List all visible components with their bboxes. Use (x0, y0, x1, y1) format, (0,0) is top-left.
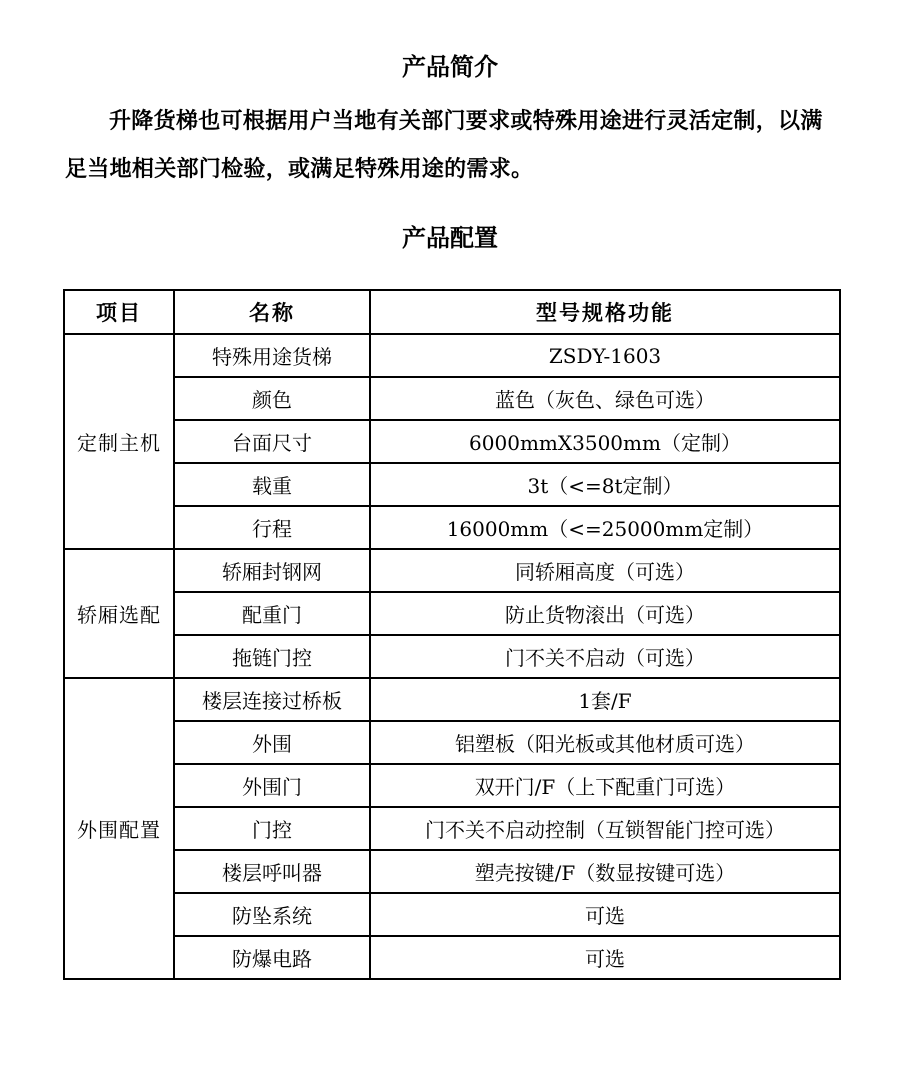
table-row (64, 764, 840, 807)
name-cell: 外围 (174, 721, 370, 764)
spec-cell: 门不关不启动（可选） (370, 635, 840, 678)
spec-cell: 6000mmX3500mm（定制） (370, 420, 840, 463)
spec-cell: 防止货物滚出（可选） (370, 592, 840, 635)
name-cell: 拖链门控 (174, 635, 370, 678)
spec-cell: 可选 (370, 893, 840, 936)
name-cell: 特殊用途货梯 (174, 334, 370, 377)
table-row (64, 549, 840, 592)
spec-cell: 3t（<=8t定制） (370, 463, 840, 506)
name-cell: 门控 (174, 807, 370, 850)
name-cell: 台面尺寸 (174, 420, 370, 463)
spec-cell: 1套/F (370, 678, 840, 721)
name-cell: 外围门 (174, 764, 370, 807)
spec-cell: 蓝色（灰色、绿色可选） (370, 377, 840, 420)
spec-cell: 16000mm（<=25000mm定制） (370, 506, 840, 549)
table-row (64, 635, 840, 678)
category-cell: 轿厢选配 (64, 549, 174, 678)
table-row (64, 850, 840, 893)
name-cell: 轿厢封钢网 (174, 549, 370, 592)
name-cell: 载重 (174, 463, 370, 506)
spec-cell: 同轿厢高度（可选） (370, 549, 840, 592)
header-spec: 型号规格功能 (370, 290, 840, 334)
table-row (64, 807, 840, 850)
table-row (64, 893, 840, 936)
header-category: 项目 (64, 290, 174, 334)
config-table (63, 289, 841, 980)
table-row (64, 592, 840, 635)
table-header-row (64, 290, 840, 334)
name-cell: 楼层连接过桥板 (174, 678, 370, 721)
spec-cell: 铝塑板（阳光板或其他材质可选） (370, 721, 840, 764)
category-cell: 定制主机 (64, 334, 174, 549)
intro-paragraph: 升降货梯也可根据用户当地有关部门要求或特殊用途进行灵活定制，以满足当地相关部门检验，或满足特殊用途的需求。 (65, 109, 823, 182)
table-row (64, 721, 840, 764)
table-row (64, 936, 840, 979)
table-row (64, 678, 840, 721)
intro-title: 产品简介 (402, 53, 498, 81)
table-row (64, 377, 840, 420)
name-cell: 楼层呼叫器 (174, 850, 370, 893)
table-row (64, 420, 840, 463)
name-cell: 防坠系统 (174, 893, 370, 936)
spec-cell: 双开门/F（上下配重门可选） (370, 764, 840, 807)
header-name: 名称 (174, 290, 370, 334)
name-cell: 行程 (174, 506, 370, 549)
spec-cell: ZSDY-1603 (370, 334, 840, 377)
spec-cell: 门不关不启动控制（互锁智能门控可选） (370, 807, 840, 850)
name-cell: 防爆电路 (174, 936, 370, 979)
name-cell: 颜色 (174, 377, 370, 420)
spec-cell: 塑壳按键/F（数显按键可选） (370, 850, 840, 893)
table-row (64, 463, 840, 506)
table-row (64, 334, 840, 377)
table-row (64, 506, 840, 549)
category-cell: 外围配置 (64, 678, 174, 979)
config-title: 产品配置 (402, 224, 498, 252)
spec-cell: 可选 (370, 936, 840, 979)
name-cell: 配重门 (174, 592, 370, 635)
